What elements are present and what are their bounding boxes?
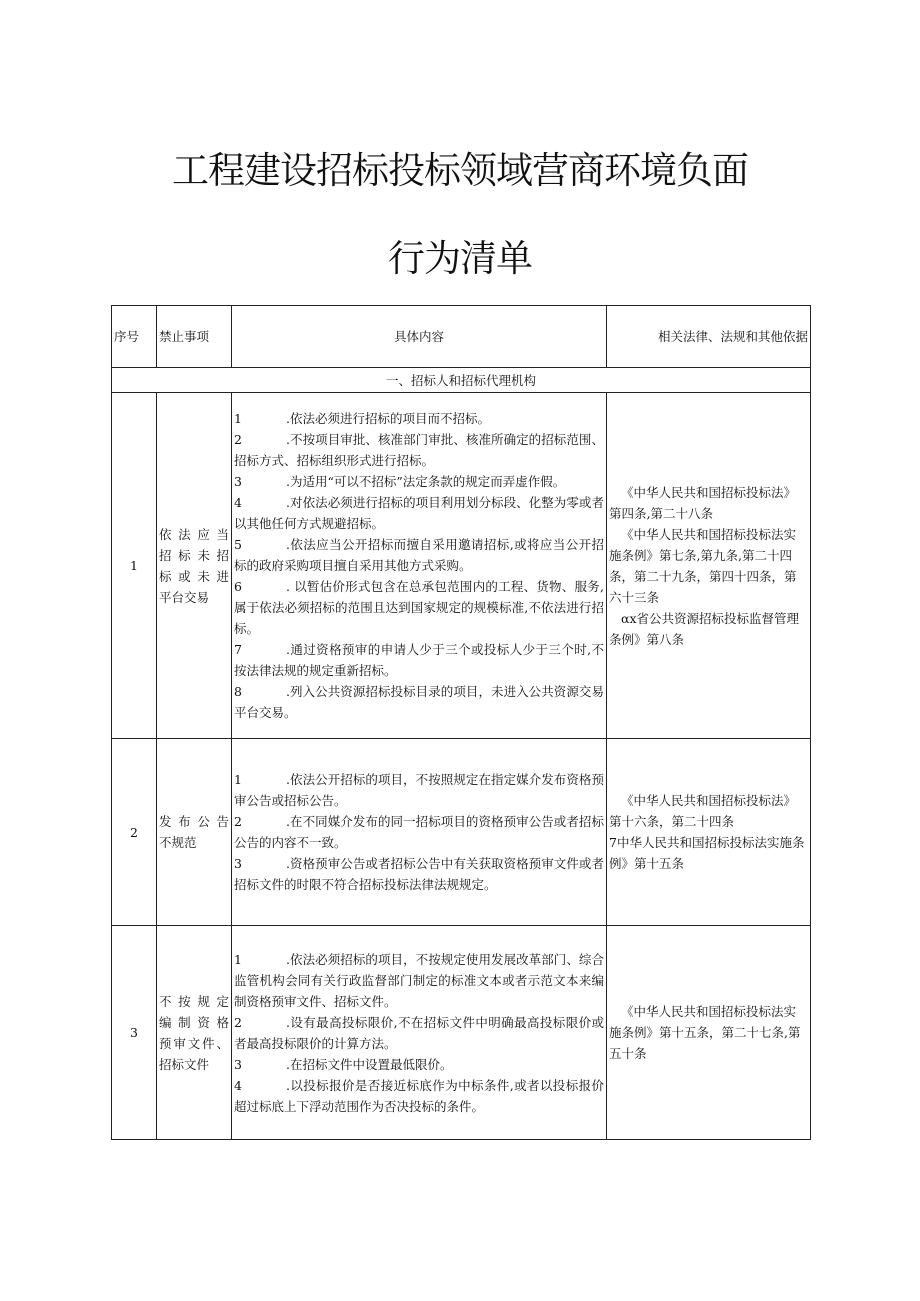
content-entry: 4 .对依法必须进行招标的项目利用划分标段、化整为零或者以其他任何方式规避招标。 (234, 495, 604, 531)
header-item: 禁止事项 (157, 306, 232, 368)
row-item (157, 926, 232, 1140)
content-entry: 1 .依法公开招标的项目，不按照规定在指定媒介发布资格预审公告或招标公告。 (234, 772, 604, 808)
row-item-line: 依法应当 (159, 526, 229, 542)
content-entry: 3 .在招标文件中设置最低限价。 (234, 1056, 453, 1072)
content-entry: 6 . 以暂估价形式包含在总承包范围内的工程、货物、服务,属于依法必须招标的范围且达到国家规定的规模标准,不依法进行招标。 (234, 579, 604, 636)
row-content (232, 739, 607, 926)
row-basis (607, 926, 811, 1140)
table-header-row (112, 306, 811, 368)
document-title-line2: 行为清单 (388, 237, 532, 280)
row-basis (607, 739, 811, 926)
content-entry: 4 .以投标报价是否接近标底作为中标条件,或者以投标报价超过标底上下浮动范围作为否决投标的条件。 (234, 1077, 604, 1114)
content-entry: 3 .为适用“可以不招标”法定条款的规定而弄虚作假。 (234, 474, 566, 489)
content-entry: 2 .在不同媒介发布的同一招标项目的资格预审公告或者招标公告的内容不一致。 (234, 814, 604, 850)
basis-entry: 《中华人民共和国招标投标法实施条例》第十五条，第二十七条,第五十条 (609, 1004, 801, 1061)
row-item-line: 招标未招 (159, 547, 229, 563)
header-seq: 序号 (112, 306, 157, 368)
content-entry: 8 .列入公共资源招标投标目录的项目，未进入公共资源交易平台交易。 (234, 684, 604, 720)
header-basis: 相关法律、法规和其他依据 (607, 306, 811, 368)
row-item (157, 393, 232, 739)
row-item-line: 预审文件、 (159, 1035, 229, 1051)
section-row (112, 368, 811, 393)
basis-entry: 7中华人民共和国招标投标法实施条例》第十五条 (609, 835, 805, 871)
table-row (112, 739, 811, 926)
row-basis (607, 393, 811, 739)
document-title-line1: 工程建设招标投标领域营商环境负面 (172, 149, 748, 192)
row-item-line: 标或未进 (159, 568, 229, 584)
row-item (157, 739, 232, 926)
content-entry: 5 .依法应当公开招标而擅自采用邀请招标,或将应当公开招标的政府采购项目擅自采用其他方式采购。 (234, 537, 604, 573)
section-title: 一、招标人和招标代理机构 (112, 368, 811, 393)
row-content (232, 926, 607, 1140)
header-content: 具体内容 (232, 306, 607, 368)
content-entry: 1 .依法必须进行招标的项目而不招标。 (234, 411, 490, 426)
row-number: 1 (112, 393, 157, 739)
basis-entry: 《中华人民共和国招标投标法实施条例》第七条,第九条,第二十四条，第二十九条，第四十四条，第六十三条 (609, 526, 797, 605)
content-entry: 3 .资格预审公告或者招标公告中有关获取资格预审文件或者招标文件的时限不符合招标投标法律法规规定。 (234, 856, 604, 892)
row-number: 2 (112, 739, 157, 926)
row-content (232, 393, 607, 739)
row-item-line: 不按规定 (159, 993, 229, 1009)
row-item-line: 招标文件 (159, 1056, 210, 1072)
row-item-line: 发布公告 (159, 814, 229, 829)
row-item-line: 平台交易 (159, 589, 210, 605)
content-entry: 1 .依法必须招标的项目，不按规定使用发展改革部门、综合监管机构会同有关行政监督部门制定的标准文本或者示范文本来编制资格预审文件、招标文件。 (234, 951, 604, 1009)
content-entry: 7 .通过资格预审的申请人少于三个或投标人少于三个时,不按法律法规的规定重新招标。 (234, 642, 604, 678)
table-row (112, 926, 811, 1140)
row-item-line: 编制资格 (159, 1014, 229, 1030)
basis-entry: 《中华人民共和国招标投标法》第四条,第二十八条 (609, 484, 797, 521)
table-row (112, 393, 811, 739)
content-entry: 2 .设有最高投标限价,不在招标文件中明确最高投标限价或者最高投标限价的计算方法。 (234, 1014, 604, 1051)
basis-entry: αx省公共资源招标投标监督管理条例》第八条 (609, 610, 799, 647)
row-item-line: 不规范 (159, 835, 197, 850)
basis-entry: 《中华人民共和国招标投标法》第十六条，第二十四条 (609, 793, 797, 829)
negative-list-table (111, 305, 811, 1140)
row-number: 3 (112, 926, 157, 1140)
content-entry: 2 .不按项目审批、核准部门审批、核准所确定的招标范围、招标方式、招标组织形式进行招标。 (234, 432, 604, 468)
